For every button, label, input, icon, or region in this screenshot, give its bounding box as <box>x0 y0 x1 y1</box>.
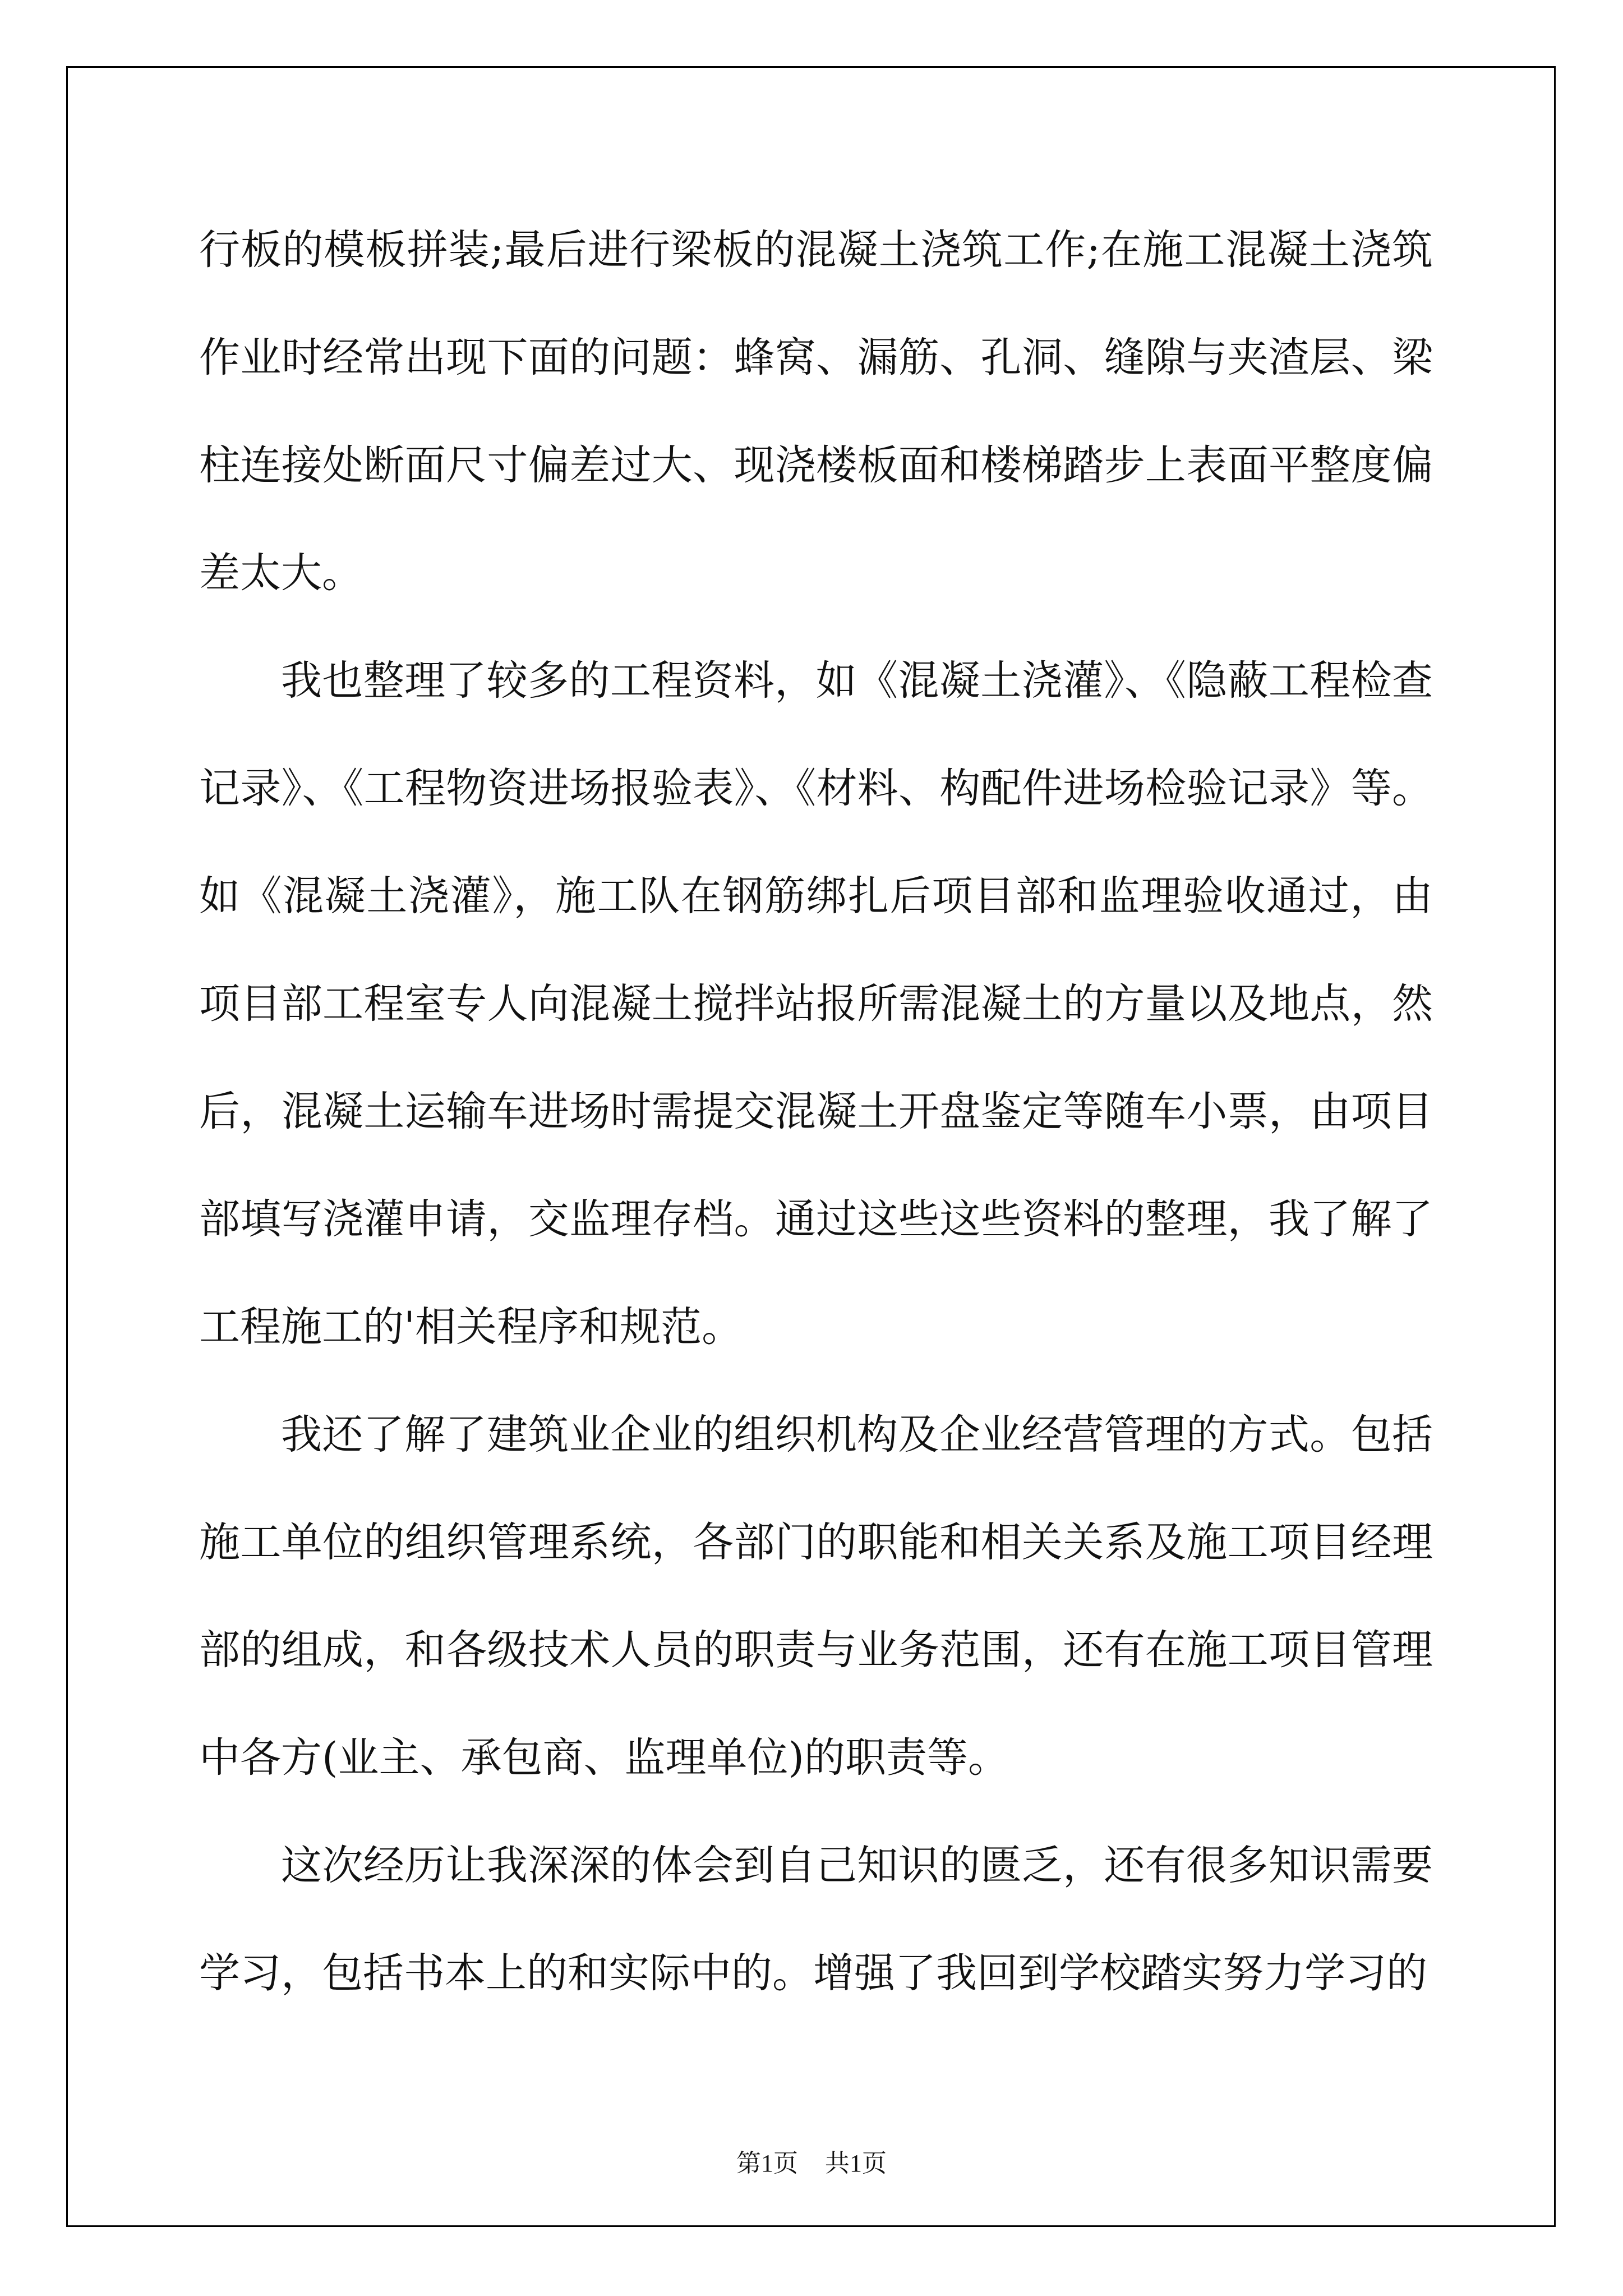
page-number: 第1页 <box>736 2150 798 2177</box>
page-total: 共1页 <box>825 2150 887 2177</box>
page-footer <box>0 2143 1623 2179</box>
document-body <box>199 196 1433 2027</box>
paragraph-4: 这次经历让我深深的体会到自己知识的匮乏，还有很多知识需要学习，包括书本上的和实际中的。增强了我回到学校踏实努力学习的 <box>199 1842 1433 1997</box>
paragraph-2: 我也整理了较多的工程资料，如《混凝土浇灌》、《隐蔽工程检查记录》、《工程物资进场报验表》、《材料、构配件进场检验记录》等。如《混凝土浇灌》，施工队在钢筋绑扎后项目部和监理验收通过，由项目部工程室专人向混凝土搅拌站报所需混凝土的方量以及地点，然后，混凝土运输车进场时需提交混凝土开盘鉴定等随车小票，由项目部填写浇灌申请，交监理存档。通过这些这些资料的整理，我了解了工程施工的'相关程序和规范。 <box>199 657 1433 1351</box>
paragraph-3: 我还了解了建筑业企业的组织机构及企业经营管理的方式。包括施工单位的组织管理系统，各部门的职能和相关关系及施工项目经理部的组成，和各级技术人员的职责与业务范围，还有在施工项目管理中各方(业主、承包商、监理单位)的职责等。 <box>199 1411 1433 1782</box>
paragraph-1: 行板的模板拼装;最后进行梁板的混凝土浇筑工作;在施工混凝土浇筑作业时经常出现下面的问题：蜂窝、漏筋、孔洞、缝隙与夹渣层、梁柱连接处断面尺寸偏差过大、现浇楼板面和楼梯踏步上表面平整度偏差太大。 <box>199 226 1433 597</box>
